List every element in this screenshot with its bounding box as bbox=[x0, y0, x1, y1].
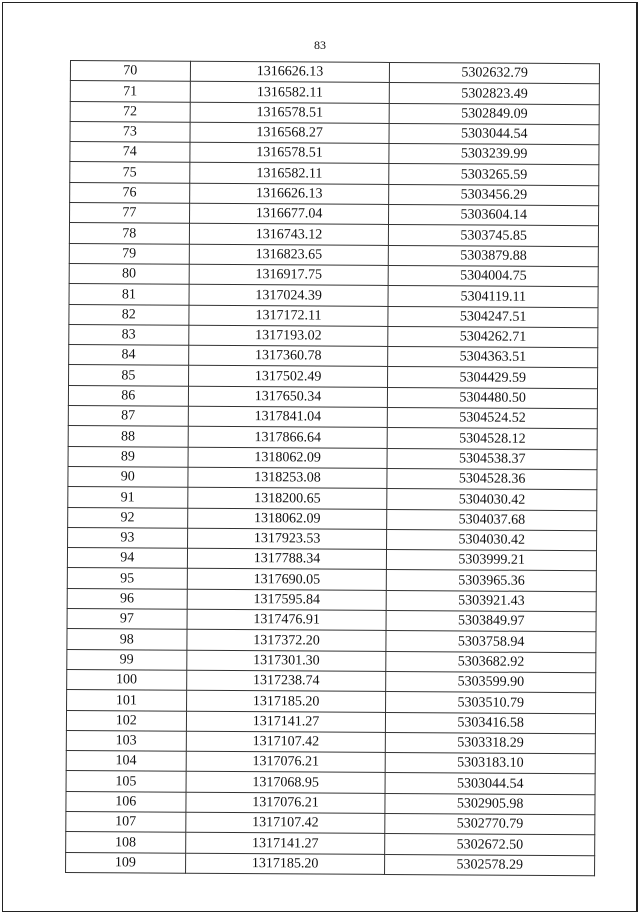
x-coordinate-cell: 1318253.08 bbox=[188, 467, 388, 489]
point-number-cell: 86 bbox=[68, 385, 188, 406]
point-number-cell: 90 bbox=[68, 466, 188, 487]
y-coordinate-cell: 5303604.14 bbox=[389, 205, 599, 227]
y-coordinate-cell: 5302849.09 bbox=[389, 103, 599, 125]
point-number-cell: 73 bbox=[70, 121, 190, 142]
y-coordinate-cell: 5302770.79 bbox=[385, 813, 595, 835]
y-coordinate-cell: 5303745.85 bbox=[389, 225, 599, 247]
y-coordinate-cell: 5303682.92 bbox=[386, 651, 596, 673]
x-coordinate-cell: 1317372.20 bbox=[187, 630, 387, 652]
point-number-cell: 91 bbox=[68, 487, 188, 508]
point-number-cell: 76 bbox=[70, 182, 190, 203]
point-number-cell: 109 bbox=[66, 852, 186, 873]
x-coordinate-cell: 1317107.42 bbox=[186, 731, 386, 753]
y-coordinate-cell: 5304030.42 bbox=[387, 529, 597, 551]
y-coordinate-cell: 5304524.52 bbox=[388, 407, 598, 429]
point-number-cell: 100 bbox=[67, 669, 187, 690]
table-row bbox=[66, 852, 595, 876]
point-number-cell: 87 bbox=[68, 406, 188, 427]
x-coordinate-cell: 1317476.91 bbox=[187, 609, 387, 631]
x-coordinate-cell: 1317690.05 bbox=[187, 569, 387, 591]
y-coordinate-cell: 5304480.50 bbox=[388, 387, 598, 409]
x-coordinate-cell: 1317141.27 bbox=[186, 711, 386, 733]
coordinate-table-body bbox=[66, 61, 600, 876]
y-coordinate-cell: 5302578.29 bbox=[385, 854, 595, 876]
point-number-cell: 94 bbox=[67, 548, 187, 569]
y-coordinate-cell: 5303265.59 bbox=[389, 164, 599, 186]
x-coordinate-cell: 1316743.12 bbox=[189, 224, 389, 246]
x-coordinate-cell: 1317076.21 bbox=[186, 751, 386, 773]
point-number-cell: 89 bbox=[68, 446, 188, 467]
y-coordinate-cell: 5302672.50 bbox=[385, 834, 595, 856]
y-coordinate-cell: 5304004.75 bbox=[389, 265, 599, 287]
point-number-cell: 72 bbox=[70, 101, 190, 122]
x-coordinate-cell: 1318200.65 bbox=[188, 487, 388, 509]
x-coordinate-cell: 1317172.11 bbox=[189, 305, 389, 327]
point-number-cell: 92 bbox=[68, 507, 188, 528]
y-coordinate-cell: 5302905.98 bbox=[385, 793, 595, 815]
y-coordinate-cell: 5303183.10 bbox=[386, 753, 596, 775]
point-number-cell: 70 bbox=[70, 61, 190, 82]
y-coordinate-cell: 5303999.21 bbox=[387, 550, 597, 572]
y-coordinate-cell: 5303044.54 bbox=[385, 773, 595, 795]
y-coordinate-cell: 5304262.71 bbox=[388, 326, 598, 348]
x-coordinate-cell: 1317650.34 bbox=[188, 386, 388, 408]
point-number-cell: 102 bbox=[66, 710, 186, 731]
y-coordinate-cell: 5304247.51 bbox=[388, 306, 598, 328]
y-coordinate-cell: 5304037.68 bbox=[387, 509, 597, 531]
y-coordinate-cell: 5304528.12 bbox=[388, 428, 598, 450]
x-coordinate-cell: 1317923.53 bbox=[187, 528, 387, 550]
y-coordinate-cell: 5304538.37 bbox=[387, 448, 597, 470]
x-coordinate-cell: 1316582.11 bbox=[190, 82, 390, 104]
x-coordinate-cell: 1317193.02 bbox=[188, 325, 388, 347]
point-number-cell: 82 bbox=[69, 304, 189, 325]
x-coordinate-cell: 1316677.04 bbox=[189, 203, 389, 225]
point-number-cell: 99 bbox=[67, 649, 187, 670]
y-coordinate-cell: 5303318.29 bbox=[386, 732, 596, 754]
point-number-cell: 93 bbox=[68, 527, 188, 548]
point-number-cell: 105 bbox=[66, 771, 186, 792]
page-number: 83 bbox=[314, 38, 326, 52]
x-coordinate-cell: 1318062.09 bbox=[187, 508, 387, 530]
point-number-cell: 74 bbox=[70, 142, 190, 163]
point-number-cell: 80 bbox=[69, 263, 189, 284]
x-coordinate-cell: 1317301.30 bbox=[187, 650, 387, 672]
y-coordinate-cell: 5303758.94 bbox=[386, 631, 596, 653]
y-coordinate-cell: 5303239.99 bbox=[389, 144, 599, 166]
x-coordinate-cell: 1316578.51 bbox=[190, 142, 390, 164]
x-coordinate-cell: 1317024.39 bbox=[189, 284, 389, 306]
coordinate-table bbox=[65, 60, 600, 876]
point-number-cell: 104 bbox=[66, 751, 186, 772]
x-coordinate-cell: 1317360.78 bbox=[188, 345, 388, 367]
y-coordinate-cell: 5303879.88 bbox=[389, 245, 599, 267]
x-coordinate-cell: 1316917.75 bbox=[189, 264, 389, 286]
y-coordinate-cell: 5302823.49 bbox=[390, 83, 600, 105]
y-coordinate-cell: 5304528.36 bbox=[387, 468, 597, 490]
y-coordinate-cell: 5304119.11 bbox=[388, 286, 598, 308]
point-number-cell: 107 bbox=[66, 811, 186, 832]
point-number-cell: 84 bbox=[69, 345, 189, 366]
y-coordinate-cell: 5303510.79 bbox=[386, 692, 596, 714]
y-coordinate-cell: 5304030.42 bbox=[387, 489, 597, 511]
x-coordinate-cell: 1316568.27 bbox=[190, 122, 390, 144]
y-coordinate-cell: 5303921.43 bbox=[387, 590, 597, 612]
point-number-cell: 77 bbox=[70, 203, 190, 224]
x-coordinate-cell: 1316626.13 bbox=[190, 61, 390, 83]
x-coordinate-cell: 1316582.11 bbox=[189, 163, 389, 185]
point-number-cell: 85 bbox=[69, 365, 189, 386]
point-number-cell: 108 bbox=[66, 832, 186, 853]
y-coordinate-cell: 5303044.54 bbox=[389, 123, 599, 145]
y-coordinate-cell: 5304363.51 bbox=[388, 347, 598, 369]
y-coordinate-cell: 5304429.59 bbox=[388, 367, 598, 389]
x-coordinate-cell: 1317788.34 bbox=[187, 548, 387, 570]
point-number-cell: 83 bbox=[69, 324, 189, 345]
x-coordinate-cell: 1316823.65 bbox=[189, 244, 389, 266]
point-number-cell: 88 bbox=[68, 426, 188, 447]
y-coordinate-cell: 5303965.36 bbox=[387, 570, 597, 592]
point-number-cell: 106 bbox=[66, 791, 186, 812]
x-coordinate-cell: 1317068.95 bbox=[186, 772, 386, 794]
point-number-cell: 78 bbox=[69, 223, 189, 244]
x-coordinate-cell: 1317841.04 bbox=[188, 406, 388, 428]
point-number-cell: 79 bbox=[69, 243, 189, 264]
x-coordinate-cell: 1316626.13 bbox=[189, 183, 389, 205]
x-coordinate-cell: 1317107.42 bbox=[186, 812, 386, 834]
x-coordinate-cell: 1316578.51 bbox=[190, 102, 390, 124]
point-number-cell: 75 bbox=[70, 162, 190, 183]
y-coordinate-cell: 5303416.58 bbox=[386, 712, 596, 734]
point-number-cell: 103 bbox=[66, 730, 186, 751]
point-number-cell: 81 bbox=[69, 284, 189, 305]
point-number-cell: 95 bbox=[67, 568, 187, 589]
point-number-cell: 98 bbox=[67, 629, 187, 650]
x-coordinate-cell: 1317185.20 bbox=[185, 853, 385, 875]
y-coordinate-cell: 5303456.29 bbox=[389, 184, 599, 206]
x-coordinate-cell: 1317502.49 bbox=[188, 366, 388, 388]
point-number-cell: 96 bbox=[67, 588, 187, 609]
y-coordinate-cell: 5303599.90 bbox=[386, 671, 596, 693]
point-number-cell: 97 bbox=[67, 609, 187, 630]
point-number-cell: 71 bbox=[70, 81, 190, 102]
x-coordinate-cell: 1317866.64 bbox=[188, 427, 388, 449]
point-number-cell: 101 bbox=[67, 690, 187, 711]
x-coordinate-cell: 1317595.84 bbox=[187, 589, 387, 611]
x-coordinate-cell: 1318062.09 bbox=[188, 447, 388, 469]
y-coordinate-cell: 5303849.97 bbox=[386, 610, 596, 632]
y-coordinate-cell: 5302632.79 bbox=[390, 62, 600, 84]
x-coordinate-cell: 1317076.21 bbox=[186, 792, 386, 814]
x-coordinate-cell: 1317185.20 bbox=[186, 690, 386, 712]
x-coordinate-cell: 1317141.27 bbox=[185, 833, 385, 855]
x-coordinate-cell: 1317238.74 bbox=[186, 670, 386, 692]
